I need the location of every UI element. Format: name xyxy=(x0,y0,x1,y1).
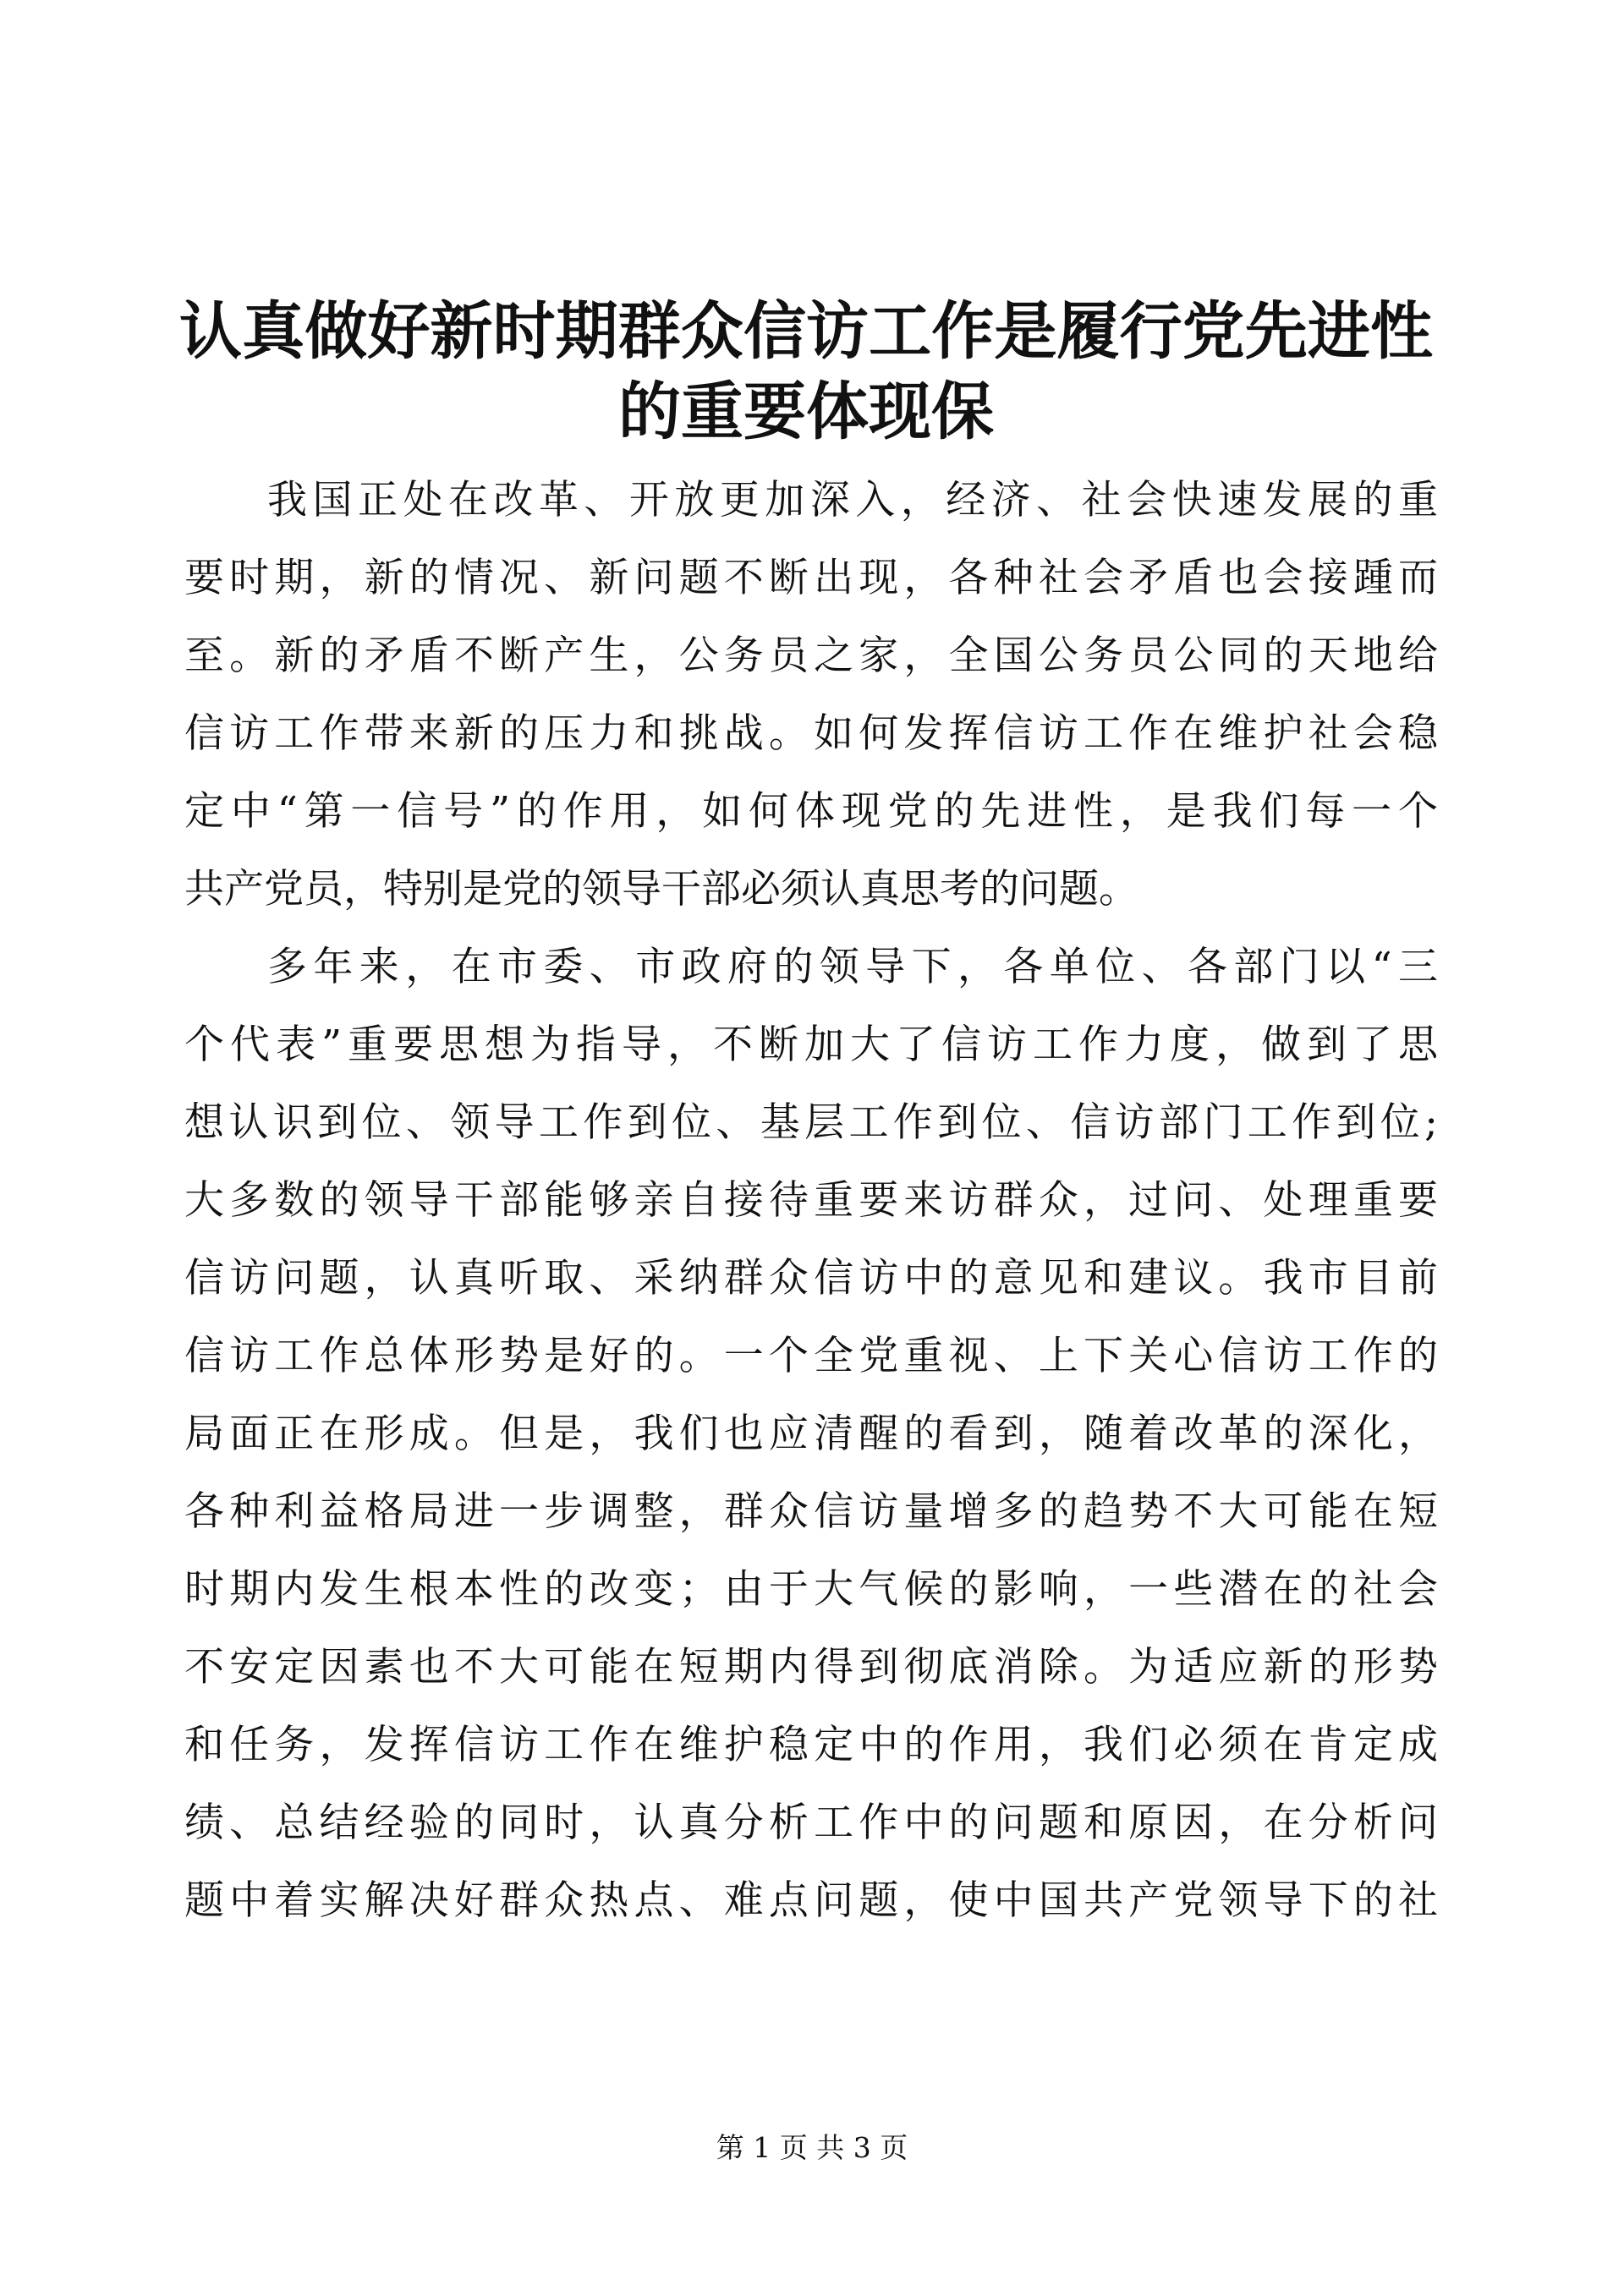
text-line: 定中“第一信号”的作用，如何体现党的先进性，是我们每一个 xyxy=(184,788,1438,835)
text-line: 绩、总结经验的同时，认真分析工作中的问题和原因，在分析问 xyxy=(184,1800,1438,1846)
document-title xyxy=(179,292,1433,452)
title-line-1: 认真做好新时期群众信访工作是履行党先进性 xyxy=(179,295,1433,368)
text-line: 至。新的矛盾不断产生，公务员之家，全国公务员公同的天地给 xyxy=(184,633,1438,679)
page-number-footer: 第 1 页 共 3 页 xyxy=(716,2131,908,2164)
text-line: 局面正在形成。但是，我们也应清醒的看到，随着改革的深化， xyxy=(184,1411,1438,1457)
text-line: 信访问题，认真听取、采纳群众信访中的意见和建议。我市目前 xyxy=(184,1255,1438,1301)
text-line: 想认识到位、领导工作到位、基层工作到位、信访部门工作到位; xyxy=(184,1099,1438,1146)
document-body xyxy=(184,462,1438,1940)
text-line: 时期内发生根本性的改变；由于大气候的影响，一些潜在的社会 xyxy=(184,1566,1438,1613)
title-line-2: 的重要体现保 xyxy=(618,375,994,448)
text-line: 信访工作带来新的压力和挑战。如何发挥信访工作在维护社会稳 xyxy=(184,710,1438,757)
text-line: 各种利益格局进一步调整，群众信访量增多的趋势不大可能在短 xyxy=(184,1488,1438,1535)
text-line: 我国正处在改革、开放更加深入，经济、社会快速发展的重 xyxy=(267,477,1438,523)
text-line: 要时期，新的情况、新问题不断出现，各种社会矛盾也会接踵而 xyxy=(184,555,1438,601)
paragraph-2 xyxy=(184,929,1438,1940)
text-line: 个代表”重要思想为指导，不断加大了信访工作力度，做到了思 xyxy=(184,1022,1438,1068)
text-line: 共产党员，特别是党的领导干部必须认真思考的问题。 xyxy=(184,866,1138,912)
text-line: 题中着实解决好群众热点、难点问题，使中国共产党领导下的社 xyxy=(184,1877,1438,1924)
paragraph-1 xyxy=(184,462,1438,929)
text-line: 信访工作总体形势是好的。一个全党重视、上下关心信访工作的 xyxy=(184,1333,1438,1379)
text-line: 不安定因素也不大可能在短期内得到彻底消除。为适应新的形势 xyxy=(184,1644,1438,1690)
text-line: 多年来，在市委、市政府的领导下，各单位、各部门以“三 xyxy=(267,944,1438,990)
text-line: 和任务，发挥信访工作在维护稳定中的作用，我们必须在肯定成 xyxy=(184,1722,1438,1768)
text-line: 大多数的领导干部能够亲自接待重要来访群众，过问、处理重要 xyxy=(184,1177,1438,1224)
